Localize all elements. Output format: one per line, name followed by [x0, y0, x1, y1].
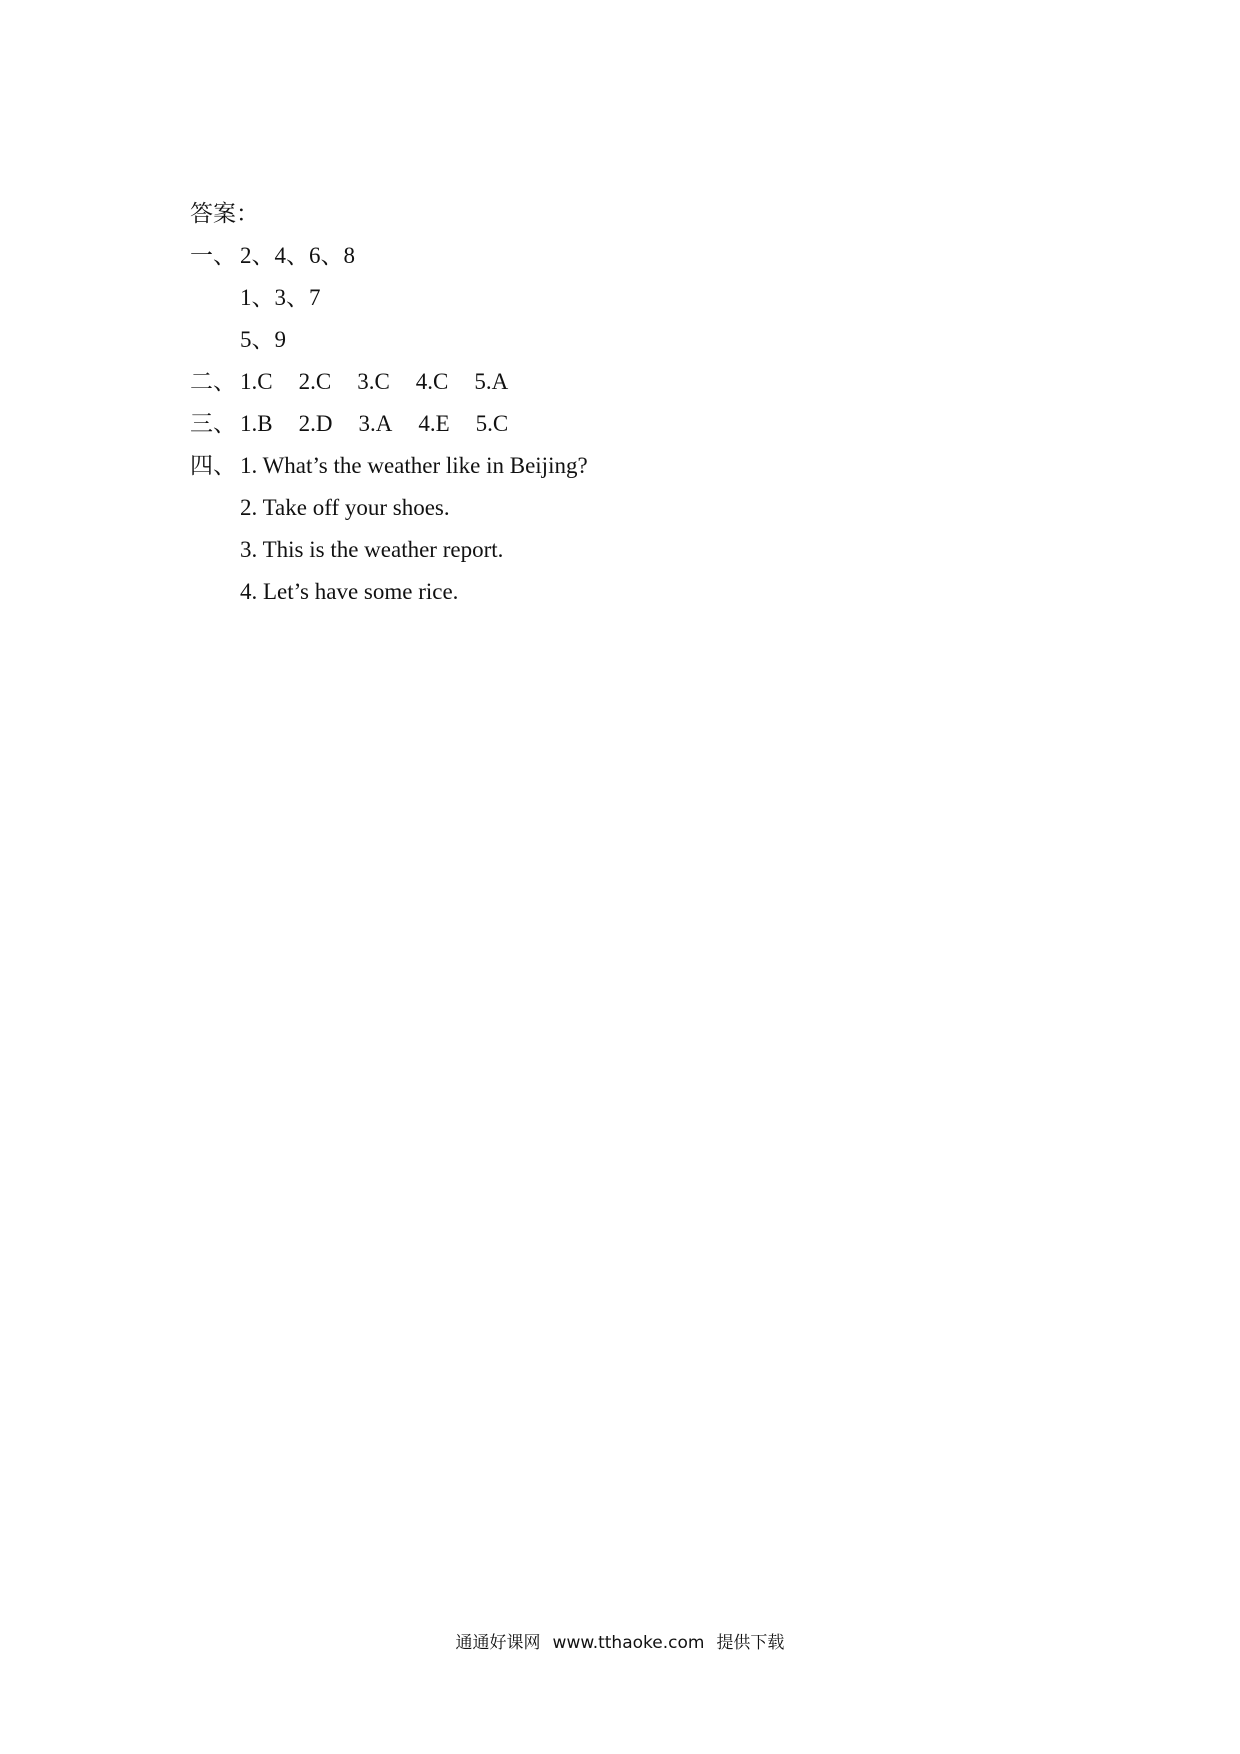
section-4-text-1: 1. What’s the weather like in Beijing? — [240, 453, 588, 478]
section-4-line-3: 3. This is the weather report. — [240, 537, 504, 562]
section-2-line — [190, 364, 508, 400]
answer-title: 答案： — [190, 201, 259, 226]
section-3-answer-5: 5.C — [475, 411, 509, 436]
section-1-line-2: 1、3、7 — [240, 285, 321, 310]
section-4-line-2: 2. Take off your shoes. — [240, 495, 450, 520]
section-1-line-1 — [190, 238, 355, 274]
section-1-text-1: 2、4、6、8 — [240, 243, 355, 268]
section-3-answer-3: 3.A — [358, 411, 393, 436]
section-3-answer-4: 4.E — [418, 411, 450, 436]
section-1-line-3: 5、9 — [240, 327, 286, 352]
section-3-answer-2: 2.D — [298, 411, 333, 436]
footer-site-name: 通通好课网 — [455, 1633, 541, 1653]
section-1-prefix: 一、 — [190, 243, 236, 268]
section-2-answer-4: 4.C — [415, 369, 449, 394]
section-4-prefix: 四、 — [190, 453, 236, 478]
section-4-line-4: 4. Let’s have some rice. — [240, 579, 459, 604]
section-2-answer-1: 1.C — [240, 369, 273, 394]
section-3-line — [190, 406, 508, 442]
section-2-answer-3: 3.C — [357, 369, 390, 394]
section-2-answer-2: 2.C — [298, 369, 332, 394]
section-3-answer-1: 1.B — [240, 411, 273, 436]
section-2-prefix: 二、 — [190, 369, 236, 394]
footer-suffix: 提供下载 — [716, 1633, 785, 1653]
section-3-prefix: 三、 — [190, 411, 236, 436]
page-footer — [0, 1628, 1240, 1653]
footer-url: www.tthaoke.com — [552, 1633, 705, 1653]
section-4-line-1 — [190, 448, 588, 484]
section-2-answer-5: 5.A — [474, 369, 509, 394]
